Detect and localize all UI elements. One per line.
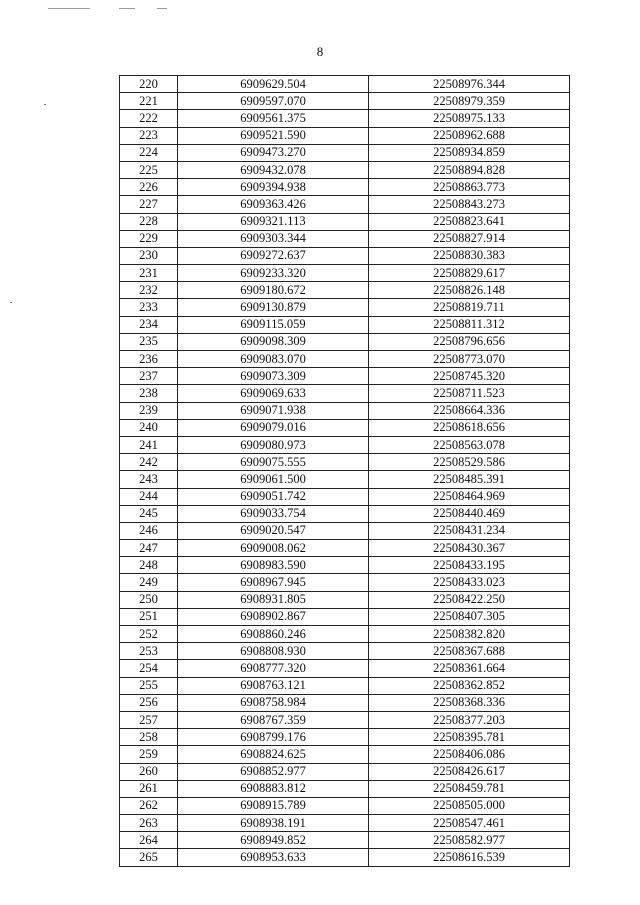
table-row	[120, 144, 570, 161]
point-number-cell: 246	[120, 522, 178, 539]
y-coordinate-cell: 22508563.078	[369, 436, 570, 453]
y-coordinate-cell: 22508382.820	[369, 626, 570, 643]
y-coordinate-cell: 22508485.391	[369, 471, 570, 488]
y-coordinate-cell: 22508745.320	[369, 368, 570, 385]
x-coordinate-cell: 6909394.938	[178, 179, 369, 196]
table-row	[120, 419, 570, 436]
point-number-cell: 258	[120, 729, 178, 746]
y-coordinate-cell: 22508894.828	[369, 161, 570, 178]
scan-mark-top-left	[48, 8, 90, 9]
table-row	[120, 574, 570, 591]
y-coordinate-cell: 22508664.336	[369, 402, 570, 419]
y-coordinate-cell: 22508505.000	[369, 797, 570, 814]
point-number-cell: 263	[120, 815, 178, 832]
y-coordinate-cell: 22508975.133	[369, 110, 570, 127]
y-coordinate-cell: 22508430.367	[369, 540, 570, 557]
point-number-cell: 239	[120, 402, 178, 419]
point-number-cell: 241	[120, 436, 178, 453]
y-coordinate-cell: 22508843.273	[369, 196, 570, 213]
x-coordinate-cell: 6909020.547	[178, 522, 369, 539]
table-row	[120, 711, 570, 728]
point-number-cell: 229	[120, 230, 178, 247]
x-coordinate-cell: 6909473.270	[178, 144, 369, 161]
point-number-cell: 248	[120, 557, 178, 574]
y-coordinate-cell: 22508863.773	[369, 179, 570, 196]
y-coordinate-cell: 22508368.336	[369, 694, 570, 711]
table-row	[120, 557, 570, 574]
y-coordinate-cell: 22508440.469	[369, 505, 570, 522]
table-row	[120, 282, 570, 299]
x-coordinate-cell: 6908777.320	[178, 660, 369, 677]
y-coordinate-cell: 22508979.359	[369, 93, 570, 110]
point-number-cell: 226	[120, 179, 178, 196]
table-row	[120, 746, 570, 763]
coordinate-table	[119, 75, 570, 867]
y-coordinate-cell: 22508582.977	[369, 832, 570, 849]
table-row	[120, 179, 570, 196]
y-coordinate-cell: 22508464.969	[369, 488, 570, 505]
point-number-cell: 256	[120, 694, 178, 711]
y-coordinate-cell: 22508367.688	[369, 643, 570, 660]
y-coordinate-cell: 22508431.234	[369, 522, 570, 539]
y-coordinate-cell: 22508618.656	[369, 419, 570, 436]
point-number-cell: 255	[120, 677, 178, 694]
y-coordinate-cell: 22508361.664	[369, 660, 570, 677]
point-number-cell: 230	[120, 247, 178, 264]
page-number: 8	[316, 44, 324, 59]
x-coordinate-cell: 6909051.742	[178, 488, 369, 505]
scan-mark-top-middle	[119, 8, 135, 9]
table-row	[120, 93, 570, 110]
y-coordinate-cell: 22508827.914	[369, 230, 570, 247]
y-coordinate-cell: 22508796.656	[369, 333, 570, 350]
x-coordinate-cell: 6909061.500	[178, 471, 369, 488]
table-row	[120, 230, 570, 247]
x-coordinate-cell: 6909233.320	[178, 265, 369, 282]
point-number-cell: 250	[120, 591, 178, 608]
x-coordinate-cell: 6908967.945	[178, 574, 369, 591]
point-number-cell: 227	[120, 196, 178, 213]
table-row	[120, 213, 570, 230]
point-number-cell: 257	[120, 711, 178, 728]
y-coordinate-cell: 22508773.070	[369, 351, 570, 368]
point-number-cell: 223	[120, 127, 178, 144]
y-coordinate-cell: 22508829.617	[369, 265, 570, 282]
y-coordinate-cell: 22508433.023	[369, 574, 570, 591]
point-number-cell: 221	[120, 93, 178, 110]
point-number-cell: 260	[120, 763, 178, 780]
point-number-cell: 222	[120, 110, 178, 127]
table-row	[120, 832, 570, 849]
x-coordinate-cell: 6909098.309	[178, 333, 369, 350]
table-row	[120, 815, 570, 832]
y-coordinate-cell: 22508934.859	[369, 144, 570, 161]
x-coordinate-cell: 6909033.754	[178, 505, 369, 522]
table-row	[120, 196, 570, 213]
table-row	[120, 299, 570, 316]
y-coordinate-cell: 22508377.203	[369, 711, 570, 728]
point-number-cell: 232	[120, 282, 178, 299]
y-coordinate-cell: 22508407.305	[369, 608, 570, 625]
table-row	[120, 368, 570, 385]
x-coordinate-cell: 6908763.121	[178, 677, 369, 694]
x-coordinate-cell: 6908767.359	[178, 711, 369, 728]
x-coordinate-cell: 6908949.852	[178, 832, 369, 849]
scan-speck-left-lower	[10, 302, 12, 303]
table-row	[120, 643, 570, 660]
point-number-cell: 235	[120, 333, 178, 350]
point-number-cell: 254	[120, 660, 178, 677]
point-number-cell: 251	[120, 608, 178, 625]
x-coordinate-cell: 6908902.867	[178, 608, 369, 625]
y-coordinate-cell: 22508711.523	[369, 385, 570, 402]
table-row	[120, 402, 570, 419]
x-coordinate-cell: 6909180.672	[178, 282, 369, 299]
x-coordinate-cell: 6908983.590	[178, 557, 369, 574]
x-coordinate-cell: 6909272.637	[178, 247, 369, 264]
x-coordinate-cell: 6909130.879	[178, 299, 369, 316]
x-coordinate-cell: 6909432.078	[178, 161, 369, 178]
point-number-cell: 249	[120, 574, 178, 591]
y-coordinate-cell: 22508616.539	[369, 849, 570, 866]
y-coordinate-cell: 22508433.195	[369, 557, 570, 574]
point-number-cell: 261	[120, 780, 178, 797]
y-coordinate-cell: 22508819.711	[369, 299, 570, 316]
y-coordinate-cell: 22508362.852	[369, 677, 570, 694]
table-row	[120, 522, 570, 539]
point-number-cell: 242	[120, 454, 178, 471]
x-coordinate-cell: 6908860.246	[178, 626, 369, 643]
y-coordinate-cell: 22508395.781	[369, 729, 570, 746]
table-row	[120, 488, 570, 505]
point-number-cell: 240	[120, 419, 178, 436]
table-row	[120, 471, 570, 488]
point-number-cell: 231	[120, 265, 178, 282]
x-coordinate-cell: 6908915.789	[178, 797, 369, 814]
x-coordinate-cell: 6909115.059	[178, 316, 369, 333]
x-coordinate-cell: 6908883.812	[178, 780, 369, 797]
point-number-cell: 259	[120, 746, 178, 763]
x-coordinate-cell: 6909521.590	[178, 127, 369, 144]
point-number-cell: 237	[120, 368, 178, 385]
x-coordinate-cell: 6909008.062	[178, 540, 369, 557]
point-number-cell: 234	[120, 316, 178, 333]
table-row	[120, 351, 570, 368]
table-row	[120, 797, 570, 814]
point-number-cell: 220	[120, 76, 178, 93]
y-coordinate-cell: 22508826.148	[369, 282, 570, 299]
x-coordinate-cell: 6908808.930	[178, 643, 369, 660]
point-number-cell: 247	[120, 540, 178, 557]
point-number-cell: 245	[120, 505, 178, 522]
x-coordinate-cell: 6909561.375	[178, 110, 369, 127]
y-coordinate-cell: 22508426.617	[369, 763, 570, 780]
scan-speck-left-upper	[44, 104, 46, 105]
table-row	[120, 316, 570, 333]
table-row	[120, 729, 570, 746]
table-row	[120, 247, 570, 264]
table-row	[120, 694, 570, 711]
x-coordinate-cell: 6909629.504	[178, 76, 369, 93]
table-row	[120, 161, 570, 178]
table-row	[120, 265, 570, 282]
table-row	[120, 660, 570, 677]
table-row	[120, 127, 570, 144]
point-number-cell: 265	[120, 849, 178, 866]
x-coordinate-cell: 6908824.625	[178, 746, 369, 763]
x-coordinate-cell: 6908758.984	[178, 694, 369, 711]
point-number-cell: 236	[120, 351, 178, 368]
x-coordinate-cell: 6908799.176	[178, 729, 369, 746]
point-number-cell: 264	[120, 832, 178, 849]
table-row	[120, 540, 570, 557]
point-number-cell: 244	[120, 488, 178, 505]
point-number-cell: 253	[120, 643, 178, 660]
y-coordinate-cell: 22508962.688	[369, 127, 570, 144]
table-row	[120, 385, 570, 402]
y-coordinate-cell: 22508406.086	[369, 746, 570, 763]
y-coordinate-cell: 22508422.250	[369, 591, 570, 608]
point-number-cell: 243	[120, 471, 178, 488]
table-row	[120, 333, 570, 350]
table-row	[120, 849, 570, 866]
y-coordinate-cell: 22508529.586	[369, 454, 570, 471]
y-coordinate-cell: 22508830.383	[369, 247, 570, 264]
table-row	[120, 677, 570, 694]
x-coordinate-cell: 6908953.633	[178, 849, 369, 866]
point-number-cell: 252	[120, 626, 178, 643]
point-number-cell: 228	[120, 213, 178, 230]
table-row	[120, 763, 570, 780]
point-number-cell: 262	[120, 797, 178, 814]
x-coordinate-cell: 6909079.016	[178, 419, 369, 436]
scan-mark-top-right	[157, 8, 167, 9]
x-coordinate-cell: 6909069.633	[178, 385, 369, 402]
table-row	[120, 436, 570, 453]
table-row	[120, 110, 570, 127]
x-coordinate-cell: 6909075.555	[178, 454, 369, 471]
y-coordinate-cell: 22508976.344	[369, 76, 570, 93]
y-coordinate-cell: 22508459.781	[369, 780, 570, 797]
table-row	[120, 76, 570, 93]
x-coordinate-cell: 6909083.070	[178, 351, 369, 368]
table-row	[120, 780, 570, 797]
point-number-cell: 224	[120, 144, 178, 161]
point-number-cell: 225	[120, 161, 178, 178]
point-number-cell: 238	[120, 385, 178, 402]
x-coordinate-cell: 6908852.977	[178, 763, 369, 780]
x-coordinate-cell: 6909597.070	[178, 93, 369, 110]
x-coordinate-cell: 6909073.309	[178, 368, 369, 385]
y-coordinate-cell: 22508811.312	[369, 316, 570, 333]
y-coordinate-cell: 22508823.641	[369, 213, 570, 230]
table-row	[120, 454, 570, 471]
y-coordinate-cell: 22508547.461	[369, 815, 570, 832]
table-row	[120, 591, 570, 608]
point-number-cell: 233	[120, 299, 178, 316]
x-coordinate-cell: 6909363.426	[178, 196, 369, 213]
table-row	[120, 505, 570, 522]
x-coordinate-cell: 6908938.191	[178, 815, 369, 832]
table-row	[120, 626, 570, 643]
x-coordinate-cell: 6909321.113	[178, 213, 369, 230]
table-row	[120, 608, 570, 625]
x-coordinate-cell: 6909303.344	[178, 230, 369, 247]
coordinate-table-body	[120, 76, 570, 867]
x-coordinate-cell: 6908931.805	[178, 591, 369, 608]
x-coordinate-cell: 6909080.973	[178, 436, 369, 453]
x-coordinate-cell: 6909071.938	[178, 402, 369, 419]
